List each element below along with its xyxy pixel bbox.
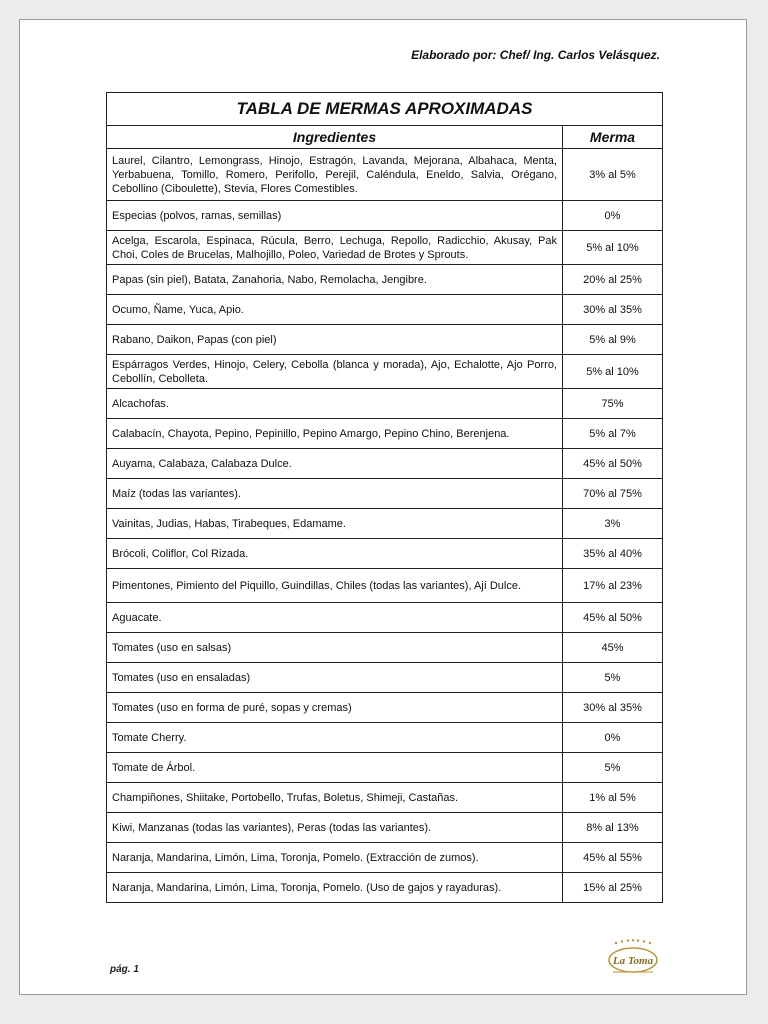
table-title: TABLA DE MERMAS APROXIMADAS — [107, 93, 663, 126]
merma-cell: 0% — [563, 723, 663, 753]
table-row — [107, 201, 663, 231]
ingredient-cell: Tomates (uso en forma de puré, sopas y cremas) — [107, 693, 563, 723]
svg-text:La Toma: La Toma — [612, 955, 654, 967]
ingredient-cell: Laurel, Cilantro, Lemongrass, Hinojo, Estragón, Lavanda, Mejorana, Albahaca, Menta, Yerbabuena, Tomillo, Romero, Perifollo, Perejil, Caléndula, Eneldo, Salvia, Orégano, Cebollino (Ciboulette), Stevia, Flores Comestibles. — [107, 149, 563, 201]
table-row — [107, 449, 663, 479]
ingredient-cell: Papas (sin piel), Batata, Zanahoria, Nabo, Remolacha, Jengibre. — [107, 265, 563, 295]
ingredient-cell: Brócoli, Coliflor, Col Rizada. — [107, 539, 563, 569]
table-row — [107, 843, 663, 873]
table-row — [107, 539, 663, 569]
merma-cell: 5% al 9% — [563, 325, 663, 355]
merma-cell: 3% al 5% — [563, 149, 663, 201]
ingredient-cell: Naranja, Mandarina, Limón, Lima, Toronja, Pomelo. (Extracción de zumos). — [107, 843, 563, 873]
ingredient-cell: Alcachofas. — [107, 389, 563, 419]
ingredient-cell: Calabacín, Chayota, Pepino, Pepinillo, Pepino Amargo, Pepino Chino, Berenjena. — [107, 419, 563, 449]
ingredient-cell: Champiñones, Shiitake, Portobello, Trufas, Boletus, Shimeji, Castañas. — [107, 783, 563, 813]
table-row — [107, 569, 663, 603]
merma-cell: 5% al 10% — [563, 355, 663, 389]
merma-cell: 75% — [563, 389, 663, 419]
table-row — [107, 753, 663, 783]
merma-cell: 30% al 35% — [563, 693, 663, 723]
table-row — [107, 813, 663, 843]
merma-cell: 70% al 75% — [563, 479, 663, 509]
ingredient-cell: Naranja, Mandarina, Limón, Lima, Toronja, Pomelo. (Uso de gajos y rayaduras). — [107, 873, 563, 903]
merma-cell: 5% — [563, 663, 663, 693]
table-row — [107, 693, 663, 723]
merma-cell: 1% al 5% — [563, 783, 663, 813]
merma-cell: 5% — [563, 753, 663, 783]
ingredient-cell: Pimentones, Pimiento del Piquillo, Guindillas, Chiles (todas las variantes), Ají Dulce. — [107, 569, 563, 603]
merma-cell: 8% al 13% — [563, 813, 663, 843]
table-row — [107, 873, 663, 903]
table-row — [107, 663, 663, 693]
table-body — [107, 149, 663, 903]
ingredient-cell: Maíz (todas las variantes). — [107, 479, 563, 509]
table-row — [107, 325, 663, 355]
table-row — [107, 509, 663, 539]
ingredient-cell: Rabano, Daikon, Papas (con piel) — [107, 325, 563, 355]
ingredient-cell: Ocumo, Ñame, Yuca, Apio. — [107, 295, 563, 325]
merma-cell: 5% al 7% — [563, 419, 663, 449]
table-row — [107, 479, 663, 509]
ingredient-cell: Kiwi, Manzanas (todas las variantes), Peras (todas las variantes). — [107, 813, 563, 843]
column-header-merma: Merma — [563, 126, 663, 149]
table-row — [107, 633, 663, 663]
document-page — [19, 19, 747, 995]
ingredient-cell: Tomates (uso en salsas) — [107, 633, 563, 663]
merma-cell: 30% al 35% — [563, 295, 663, 325]
ingredient-cell: Aguacate. — [107, 603, 563, 633]
table-row — [107, 783, 663, 813]
page-number: pág. 1 — [110, 964, 139, 975]
ingredient-cell: Vainitas, Judias, Habas, Tirabeques, Edamame. — [107, 509, 563, 539]
table-row — [107, 265, 663, 295]
table-row — [107, 355, 663, 389]
merma-cell: 45% al 55% — [563, 843, 663, 873]
merma-cell: 0% — [563, 201, 663, 231]
ingredient-cell: Tomates (uso en ensaladas) — [107, 663, 563, 693]
table-row — [107, 295, 663, 325]
merma-cell: 15% al 25% — [563, 873, 663, 903]
ingredient-cell: Tomate de Árbol. — [107, 753, 563, 783]
table-row — [107, 603, 663, 633]
ingredient-cell: Acelga, Escarola, Espinaca, Rúcula, Berro, Lechuga, Repollo, Radicchio, Akusay, Pak Choi, Coles de Brucelas, Malhojillo, Poleo, Variedad de Brotes y Sprouts. — [107, 231, 563, 265]
merma-cell: 45% — [563, 633, 663, 663]
merma-cell: 17% al 23% — [563, 569, 663, 603]
column-header-ingredients: Ingredientes — [107, 126, 563, 149]
merma-cell: 45% al 50% — [563, 603, 663, 633]
merma-cell: 3% — [563, 509, 663, 539]
merma-cell: 35% al 40% — [563, 539, 663, 569]
merma-cell: 20% al 25% — [563, 265, 663, 295]
merma-cell: 5% al 10% — [563, 231, 663, 265]
ingredient-cell: Espárragos Verdes, Hinojo, Celery, Cebolla (blanca y morada), Ajo, Echalotte, Ajo Porro, Cebollín, Cebolleta. — [107, 355, 563, 389]
ingredient-cell: Tomate Cherry. — [107, 723, 563, 753]
mermas-table — [106, 92, 663, 903]
author-credit: Elaborado por: Chef/ Ing. Carlos Velásquez. — [411, 48, 660, 62]
table-row — [107, 419, 663, 449]
table-row — [107, 723, 663, 753]
merma-cell: 45% al 50% — [563, 449, 663, 479]
table-row — [107, 149, 663, 201]
table-row — [107, 389, 663, 419]
ingredient-cell: Especias (polvos, ramas, semillas) — [107, 201, 563, 231]
la-toma-logo-icon — [604, 938, 662, 978]
table-row — [107, 231, 663, 265]
ingredient-cell: Auyama, Calabaza, Calabaza Dulce. — [107, 449, 563, 479]
